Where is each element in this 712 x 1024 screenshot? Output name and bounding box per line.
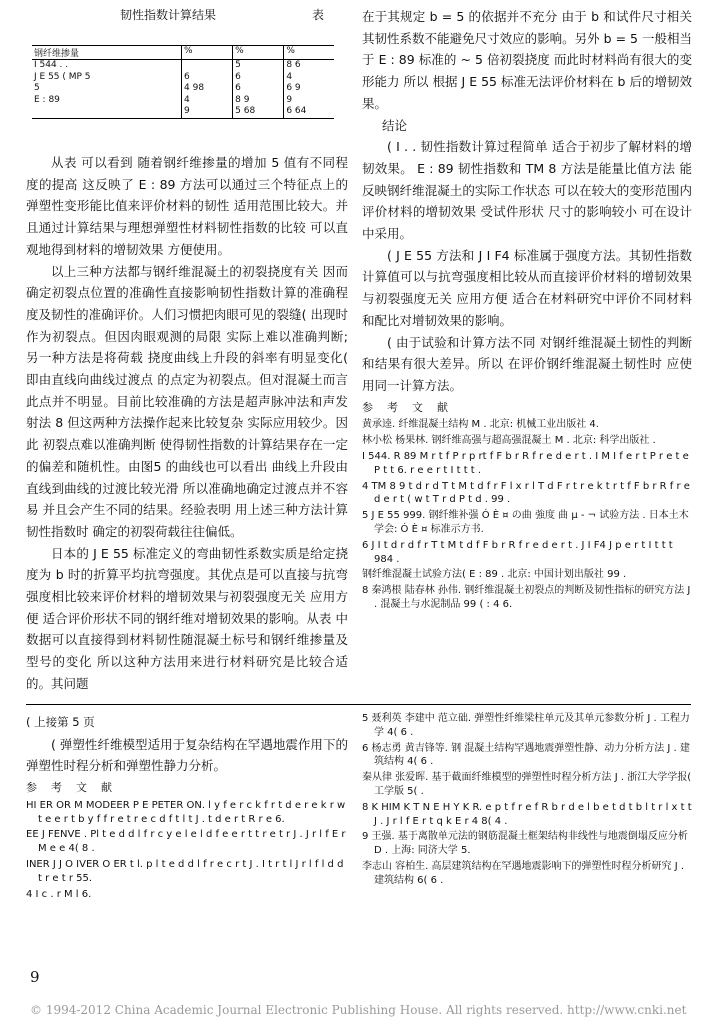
table-cell: J E 55 ( MP 5	[34, 71, 91, 82]
table-cell: %	[284, 46, 334, 60]
table-cell: 6	[233, 72, 284, 84]
table-cell: 8 6	[284, 60, 334, 72]
references-heading: 参考文献	[362, 400, 462, 414]
section-divider	[26, 704, 691, 705]
reference-item: I 544. R 89 M r t f P r p rt f F b r R f r e d e r t . I M I f e r t P r e t e P t t 6. r e e r t I t t t .	[362, 450, 689, 476]
table-cell: 5 68	[233, 106, 284, 118]
reference-item: 4 TM 8 9 t d r d T t M t d f r F l x r l T d F r t r e k t r t f F b r R f r e d e r t ( w t T r d P t d . 99 .	[362, 480, 690, 506]
right-column	[362, 6, 692, 614]
reference-item: 8 秦鸿根 陆春林 孙伟. 钢纤维混凝土初裂点的判断及韧性指标的研究方法 J . 混凝土与水泥制品 99 ( : 4 6.	[362, 585, 691, 610]
table-cell: 6 64	[284, 106, 334, 118]
table-label: 表	[312, 8, 325, 22]
left-column	[26, 152, 348, 695]
bottom-left-column	[26, 712, 348, 903]
continued-from: ( 上接第 5 页	[26, 715, 95, 729]
table-row	[32, 83, 334, 95]
reference-item: HI ER OR M MODEER P E PETER ON. l y f e r c k f r t d e r e k r w t e e r t b y f f r e t r e c d f t l t J . t d e r t R r e 6.	[26, 799, 346, 825]
conclusion-item: ( J E 55 方法和 J I F4 标准属于强度方法。其韧性指数计算值可以与抗弯强度相比较从而直接评价材料的增韧效果 与初裂强度无关 应用方便 适合在材料研究中评价不同材料和配比对增韧效果的影响。	[362, 247, 692, 328]
table-title: 韧性指数计算结果	[120, 8, 217, 22]
table-caption	[120, 6, 370, 23]
table-cell: %	[182, 46, 233, 60]
table-cell: %	[233, 46, 284, 60]
reference-item: 钢纤维混凝土试验方法( E : 89 . 北京: 中国计划出版社 99 .	[362, 569, 627, 581]
table-cell: 4	[284, 72, 334, 84]
table-row	[32, 72, 334, 84]
paragraph: 在于其规定 b = 5 的依据并不充分 由于 b 和试件尺寸相关 其韧性系数不能避免尺寸效应的影响。另外 b = 5 一般相当于 E : 89 标准的 ~ 5 倍初裂挠度 而此时材料尚有很大的变形能力 所以 根据 J E 55 标准无法评价材料在 b 后的增韧效果。	[362, 9, 692, 111]
paragraph: 从表 可以看到 随着钢纤维掺量的增加 5 值有不同程度的提高 这反映了 E : 89 方法可以通过三个特征点上的弹塑性变形能比值来评价材料的韧性 适用范围比较大。并且通过计算结果与理想弹塑性材料韧性指数的比较 可以直观地得到材料的增韧效果 方便使用。	[26, 155, 348, 257]
conclusion-item: ( 由于试验和计算方法不同 对钢纤维混凝土韧性的判断和结果有很大差异。所以 在评价钢纤维混凝土韧性时 应使用同一计算方法。	[362, 334, 692, 393]
bottom-right-column	[362, 712, 692, 890]
toughness-table	[32, 45, 334, 119]
reference-item: 李志山 容柏生. 高层建筑结构在罕遇地震影响下的弹塑性时程分析研究 J . 建筑结构 6( 6 .	[362, 860, 685, 886]
table-cell: 4	[182, 95, 233, 107]
reference-item: 6 杨志勇 黄吉锋等. 钢 混凝土结构罕遇地震弹塑性静、动力分析方法 J . 建筑结构 4( 6 .	[362, 742, 690, 768]
reference-item: INER J J O IVER O ER t l. p l t e d d l f r e c r t J . I t r t l J r l f l d d t r e t r 55.	[26, 859, 344, 884]
reference-item: 4 I c . r M l 6.	[26, 888, 92, 900]
conclusion-item: ( I . . 韧性指数计算过程简单 适合于初步了解材料的增韧效果。 E : 89 韧性指数和 TM 8 方法是能量比值方法 能反映钢纤维混凝土的实际工作状态 可以在较大的变形范围内评价材料的增韧效果 受试件形状 尺寸的影响较小 可在设计中采用。	[362, 139, 692, 242]
table-cell: I 544 . .	[34, 60, 69, 70]
references-heading: 参考文献	[26, 781, 126, 795]
table-cell	[182, 60, 233, 72]
reference-list	[362, 418, 692, 611]
table-cell: 6 9	[284, 83, 334, 95]
reference-item: 黄承逵. 纤维混凝土结构 M . 北京: 机械工业出版社 4.	[362, 419, 599, 431]
conclusion-heading: 结论	[382, 117, 408, 133]
table-cell: 9	[182, 106, 233, 118]
table-header-row	[32, 46, 334, 60]
reference-item: EE J FENVE . Pl t e d d l f r c y e l e l d f e e r t t r e t r J . J r l f E r M e e 4( 8 .	[26, 829, 346, 855]
paragraph: ( 弹塑性纤维模型适用于复杂结构在罕遇地震作用下的弹塑性时程分析和弹塑性静力分析。	[26, 736, 348, 774]
reference-item: 8 K HIM K T N E H Y K R. e p t f r e f R b r d e l b e t d t b l t r l x t t J . J r l f E r t q k E r 4 8( 4 .	[362, 801, 692, 827]
table-cell: 5	[233, 60, 284, 72]
reference-item: 6 J I t d r d f r T t M t d f F b r R f r e d e r t . J I F4 J p e r t I t t t 984 .	[362, 539, 673, 565]
reference-item: 5 J E 55 999. 钢纤维补强 Ó È ¤ の曲 強度 曲 µ - ¬ 试验方法 . 日本土木学会: Ó È ¤ 标准示方书.	[362, 510, 689, 535]
table-cell: 钢纤维掺量	[32, 46, 182, 60]
table-cell: 8 9	[233, 95, 284, 107]
reference-item: 9 王强. 基于离散单元法的钢筋混凝土框架结构非线性与地震倒塌反应分析 D . 上海: 同济大学 5.	[362, 831, 688, 857]
reference-item: 林小松 杨果林. 钢纤维高强与超高强混凝土 M . 北京: 科学出版社 .	[362, 435, 656, 447]
reference-list	[362, 712, 692, 888]
table-cell: 6	[233, 83, 284, 95]
table-row	[32, 95, 334, 107]
table-cell: 5	[34, 83, 40, 93]
reference-list	[26, 799, 348, 902]
copyright-footer: © 1994-2012 China Academic Journal Electronic Publishing House. All rights reserved. http://www.cnki.net	[30, 1003, 687, 1017]
table-cell: E : 89	[34, 94, 60, 105]
paragraph: 日本的 J E 55 标准定义的弯曲韧性系数实质是给定挠度为 b 时的折算平均抗弯强度。其优点是可以直接与抗弯强度相比较来评价材料的增韧效果与初裂强度无关 应用方便 适合评价形状不同的钢纤维对增韧效果的影响。从表 中数据可以直接得到材料韧性随混凝土标号和钢纤维掺量及型号的变化 所以这种方法用来进行材料研究是比较合适的。其问题	[26, 545, 348, 691]
reference-item: 5 聂利英 李建中 范立础. 弹塑性纤维梁柱单元及其单元参数分析 J . 工程力学 4( 6 .	[362, 713, 690, 738]
table-cell: 4 98	[182, 83, 233, 95]
page-number: 9	[30, 968, 40, 986]
table-cell	[32, 106, 182, 118]
table-cell: 9	[284, 95, 334, 107]
table-row	[32, 60, 334, 72]
table-cell: 6	[182, 72, 233, 84]
reference-item: 秦从律 张爱晖. 基于截面纤维模型的弹塑性时程分析方法 J . 浙江大学学报( 工学版 5( .	[362, 772, 692, 797]
paragraph: 以上三种方法都与钢纤维混凝土的初裂挠度有关 因而确定初裂点位置的准确性直接影响韧性指数计算的准确程度及韧性的准确评价。人们习惯把肉眼可见的裂缝( 出现时作为初裂点。但因肉眼观测的局限 实际上难以准确判断; 另一种方法是将荷载 挠度曲线上升段的斜率有明显变化( 即由直线向曲线过渡点 的点定为初裂点。但对混凝土而言 此点并不明显。目前比较准确的方法是超声脉冲法和声发射法 8 但这两种方法操作起来比较复杂 实际应用较少。因此 初裂点难以准确判断 使得韧性指数的计算结果存在一定的偏差和随机性。由图5 的曲线也可以看出 曲线上升段由直线到曲线的过渡比较光滑 所以准确地确定过渡点并不容易 并且会产生不同的结果。经验表明 用上述三种方法计算韧性指数时 确定的初裂荷载往往偏低。	[26, 263, 348, 539]
table-row	[32, 106, 334, 118]
